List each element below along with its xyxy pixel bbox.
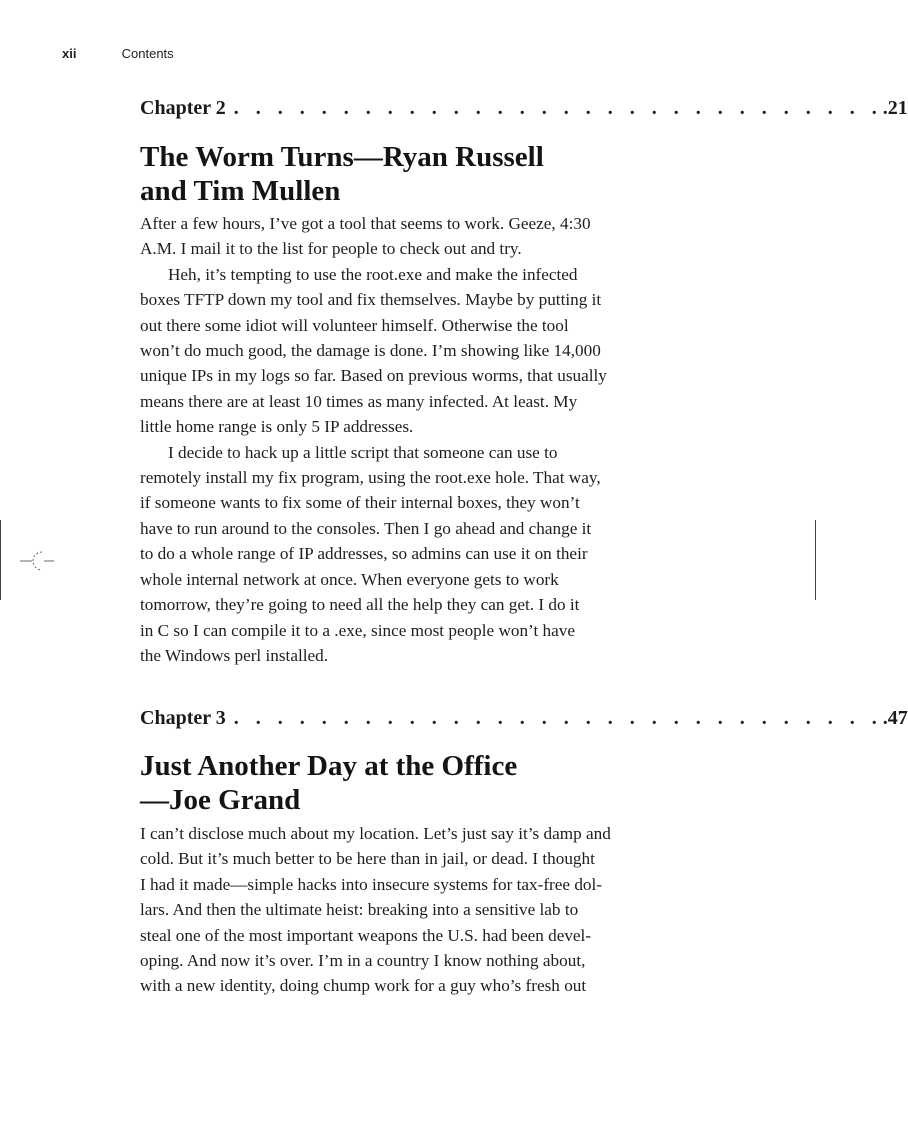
chapter-3-title-line-2: —Joe Grand (140, 784, 301, 816)
excerpt-paragraph-1 (140, 211, 662, 262)
dot-leader: . . . . . . . . . . . . . . . . . . . . . . . . . . . . . . (233, 97, 883, 119)
excerpt-paragraph-3 (140, 440, 662, 669)
dot-leader: . . . . . . . . . . . . . . . . . . . . . . . . . . . . . . (233, 707, 883, 729)
text-line: unique IPs in my logs so far. Based on previous worms, that usually (140, 366, 607, 386)
text-line: out there some idiot will volunteer himself. Otherwise the tool (140, 315, 569, 335)
page-folio: xii (62, 46, 77, 61)
text-line: oping. And now it’s over. I’m in a country I know nothing about, (140, 951, 586, 971)
text-line: if someone wants to fix some of their internal boxes, they won’t (140, 493, 580, 513)
crop-mark-right (815, 520, 816, 600)
text-line: little home range is only 5 IP addresses. (140, 417, 414, 437)
text-line: the Windows perl installed. (140, 645, 329, 665)
text-line: A.M. I mail it to the list for people to check out and try. (140, 239, 522, 259)
text-line: with a new identity, doing chump work for a guy who’s fresh out (140, 976, 587, 996)
text-line: have to run around to the consoles. Then I go ahead and change it (140, 518, 592, 538)
text-line: won’t do much good, the damage is done. I’m showing like 14,000 (140, 341, 601, 361)
chapter-2-page-number: .21 (882, 97, 908, 119)
text-line: I decide to hack up a little script that someone can use to (168, 442, 558, 462)
running-head-section: Contents (121, 46, 174, 61)
text-line: remotely install my fix program, using the root.exe hole. That way, (140, 468, 601, 488)
text-line: boxes TFTP down my tool and fix themselves. Maybe by putting it (140, 290, 602, 310)
text-line: cold. But it’s much better to be here than in jail, or dead. I thought (140, 849, 595, 869)
excerpt-paragraph-2 (140, 262, 662, 440)
toc-entry-chapter-3 (140, 706, 908, 730)
excerpt-paragraph-1 (140, 821, 662, 999)
text-line: means there are at least 10 times as many infected. At least. My (140, 391, 578, 411)
chapter-2-label: Chapter 2 (140, 97, 226, 119)
chapter-2-excerpt (140, 211, 662, 668)
text-line: in C so I can compile it to a .exe, since most people won’t have (140, 620, 575, 640)
chapter-2-title (140, 140, 662, 208)
chapter-2-title-line-2: and Tim Mullen (140, 175, 341, 207)
text-line: to do a whole range of IP addresses, so admins can use it on their (140, 544, 588, 564)
text-line: After a few hours, I’ve got a tool that seems to work. Geeze, 4:30 (140, 214, 591, 233)
chapter-2-title-line-1: The Worm Turns—Ryan Russell (140, 141, 544, 173)
text-line: lars. And then the ultimate heist: breaking into a sensitive lab to (140, 900, 579, 920)
text-line: I had it made—simple hacks into insecure systems for tax-free dol- (140, 874, 603, 894)
chapter-3-title (140, 749, 662, 817)
chapter-3-title-block (140, 749, 662, 817)
text-line: Heh, it’s tempting to use the root.exe and make the infected (168, 264, 578, 284)
text-line: tomorrow, they’re going to need all the help they can get. I do it (140, 595, 580, 615)
text-line: whole internal network at once. When everyone gets to work (140, 569, 559, 589)
chapter-3-page-number: .47 (882, 707, 908, 729)
chapter-2-title-block (140, 140, 662, 208)
chapter-3-title-line-1: Just Another Day at the Office (140, 750, 518, 782)
text-line: steal one of the most important weapons the U.S. had been devel- (140, 925, 592, 945)
chapter-3-label: Chapter 3 (140, 707, 226, 729)
registration-mark-icon (18, 548, 56, 574)
chapter-2-toc-line[interactable] (140, 96, 908, 120)
chapter-3-toc-line[interactable] (140, 706, 908, 730)
running-head (62, 46, 174, 61)
chapter-3-excerpt (140, 821, 662, 999)
crop-mark-left (0, 520, 1, 600)
text-line: I can’t disclose much about my location. Let’s just say it’s damp and (140, 824, 611, 843)
toc-entry-chapter-2 (140, 96, 908, 120)
